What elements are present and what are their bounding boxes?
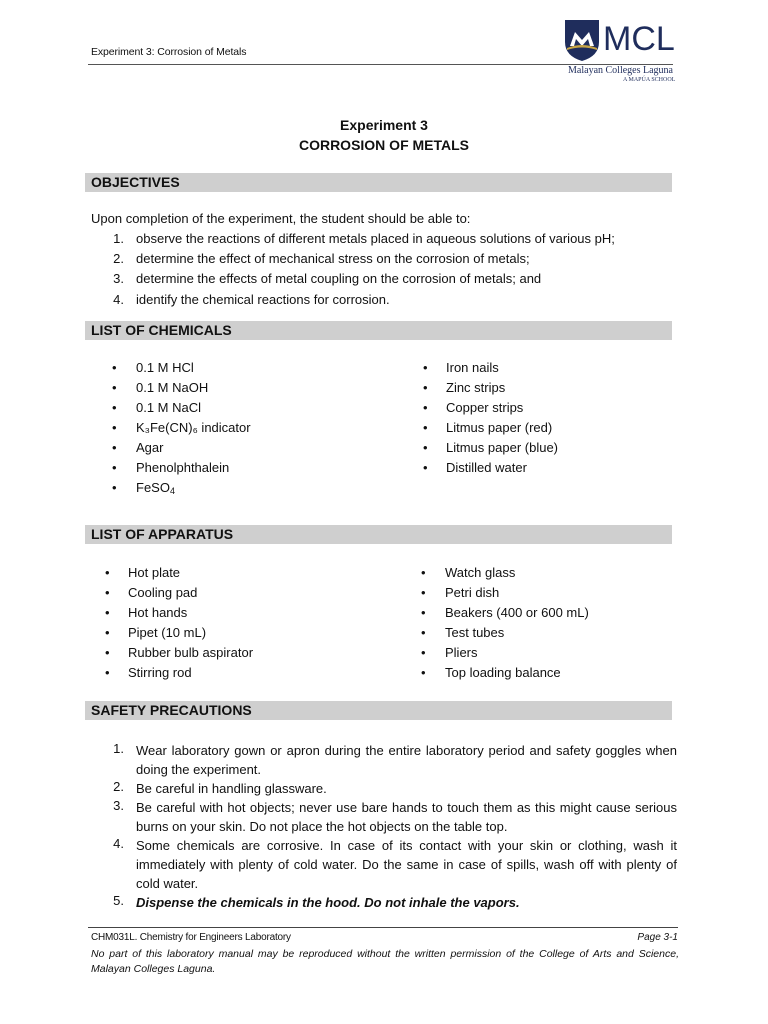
list-item: observe the reactions of different metals placed in aqueous solutions of various pH;	[136, 231, 615, 246]
section-safety	[85, 701, 672, 720]
bullet: •	[112, 360, 117, 375]
bullet: •	[421, 605, 426, 620]
list-item: Agar	[136, 440, 164, 455]
objectives-intro: Upon completion of the experiment, the student should be able to:	[91, 211, 471, 226]
list-item: Phenolphthalein	[136, 460, 230, 475]
list-number: 2.	[113, 251, 124, 266]
list-item: Be careful in handling glassware.	[136, 781, 327, 796]
list-item: 0.1 M HCl	[136, 360, 194, 375]
list-number: 5.	[113, 893, 124, 908]
list-item: determine the effect of mechanical stress on the corrosion of metals;	[136, 251, 530, 266]
list-item: Litmus paper (red)	[446, 420, 553, 435]
bullet: •	[105, 645, 110, 660]
section-heading: OBJECTIVES	[91, 174, 180, 190]
list-item: Hot plate	[128, 565, 181, 580]
bullet: •	[112, 460, 117, 475]
list-item: Dispense the chemicals in the hood. Do not inhale the vapors.	[136, 895, 520, 910]
list-item: 0.1 M NaCl	[136, 400, 202, 415]
list-item: Test tubes	[445, 625, 505, 640]
bullet: •	[112, 440, 117, 455]
list-item: FeSO$_4$	[136, 480, 175, 496]
bullet: •	[112, 380, 117, 395]
list-item: Hot hands	[128, 605, 188, 620]
list-number: 3.	[113, 798, 124, 813]
list-item: Stirring rod	[128, 665, 192, 680]
bullet: •	[105, 625, 110, 640]
section-apparatus	[85, 525, 672, 544]
list-item: Some chemicals are corrosive. In case of its contact with your skin or clothing, wash it immediately with plenty of cold water. Do the same in case of spills, wash off with plenty of cold water.	[136, 838, 677, 891]
copyright-note: No part of this laboratory manual may be reproduced without the written permission of the College of Arts and Science, Malayan Colleges Laguna.	[91, 948, 679, 975]
bullet: •	[112, 400, 117, 415]
bullet: •	[421, 645, 426, 660]
bullet: •	[423, 460, 428, 475]
logo-tagline: A MAPÚA SCHOOL	[623, 77, 676, 83]
list-item: Beakers (400 or 600 mL)	[445, 605, 589, 620]
page-number: Page 3-1	[637, 932, 678, 943]
list-item: Wear laboratory gown or apron during the entire laboratory period and safety goggles when doing the experiment.	[136, 743, 677, 777]
section-heading: LIST OF APPARATUS	[91, 526, 234, 542]
bullet: •	[421, 625, 426, 640]
list-item: Distilled water	[446, 460, 527, 475]
section-objectives	[85, 173, 672, 192]
logo-name: Malayan Colleges Laguna	[568, 65, 673, 76]
running-title: Experiment 3: Corrosion of Metals	[91, 46, 247, 58]
list-number: 4.	[113, 292, 124, 307]
section-chemicals	[85, 321, 672, 340]
list-item: Be careful with hot objects; never use bare hands to touch them as this might cause serious burns on your skin. Do not place the hot objects on the table top.	[136, 800, 677, 834]
list-item: Zinc strips	[446, 380, 506, 395]
list-number: 1.	[113, 231, 124, 246]
course-title: CHM031L. Chemistry for Engineers Laboratory	[91, 932, 291, 943]
list-item: Pipet (10 mL)	[128, 625, 207, 640]
list-item: Top loading balance	[445, 665, 561, 680]
bullet: •	[421, 565, 426, 580]
bullet: •	[105, 565, 110, 580]
list-item: Rubber bulb aspirator	[128, 645, 254, 660]
list-number: 3.	[113, 271, 124, 286]
bullet: •	[423, 400, 428, 415]
bullet: •	[421, 585, 426, 600]
bullet: •	[112, 420, 117, 435]
list-item: determine the effects of metal coupling on the corrosion of metals; and	[136, 271, 542, 286]
bullet: •	[105, 585, 110, 600]
bullet: •	[423, 420, 428, 435]
list-item: Iron nails	[446, 360, 499, 375]
list-item: Pliers	[445, 645, 478, 660]
shield-logo-icon	[563, 18, 601, 62]
list-item: Petri dish	[445, 585, 500, 600]
list-item: 0.1 M NaOH	[136, 380, 209, 395]
list-item: K₃Fe(CN)₆ indicator	[136, 420, 251, 435]
list-item: Cooling pad	[128, 585, 198, 600]
logo-mark: MCL	[603, 20, 675, 58]
bullet: •	[112, 480, 117, 495]
mcl-logo	[563, 18, 678, 84]
section-heading: LIST OF CHEMICALS	[91, 322, 232, 338]
list-item: Watch glass	[445, 565, 516, 580]
bullet: •	[105, 665, 110, 680]
list-number: 1.	[113, 741, 124, 756]
bullet: •	[423, 360, 428, 375]
experiment-title: CORROSION OF METALS	[298, 137, 470, 153]
footer-divider	[88, 927, 678, 928]
list-item: Copper strips	[446, 400, 524, 415]
bullet: •	[105, 605, 110, 620]
experiment-number: Experiment 3	[340, 117, 428, 133]
bullet: •	[423, 380, 428, 395]
list-item: identify the chemical reactions for corrosion.	[136, 292, 390, 307]
bullet: •	[423, 440, 428, 455]
list-item: Litmus paper (blue)	[446, 440, 558, 455]
bullet: •	[421, 665, 426, 680]
section-heading: SAFETY PRECAUTIONS	[91, 702, 252, 718]
list-number: 2.	[113, 779, 124, 794]
list-number: 4.	[113, 836, 124, 851]
